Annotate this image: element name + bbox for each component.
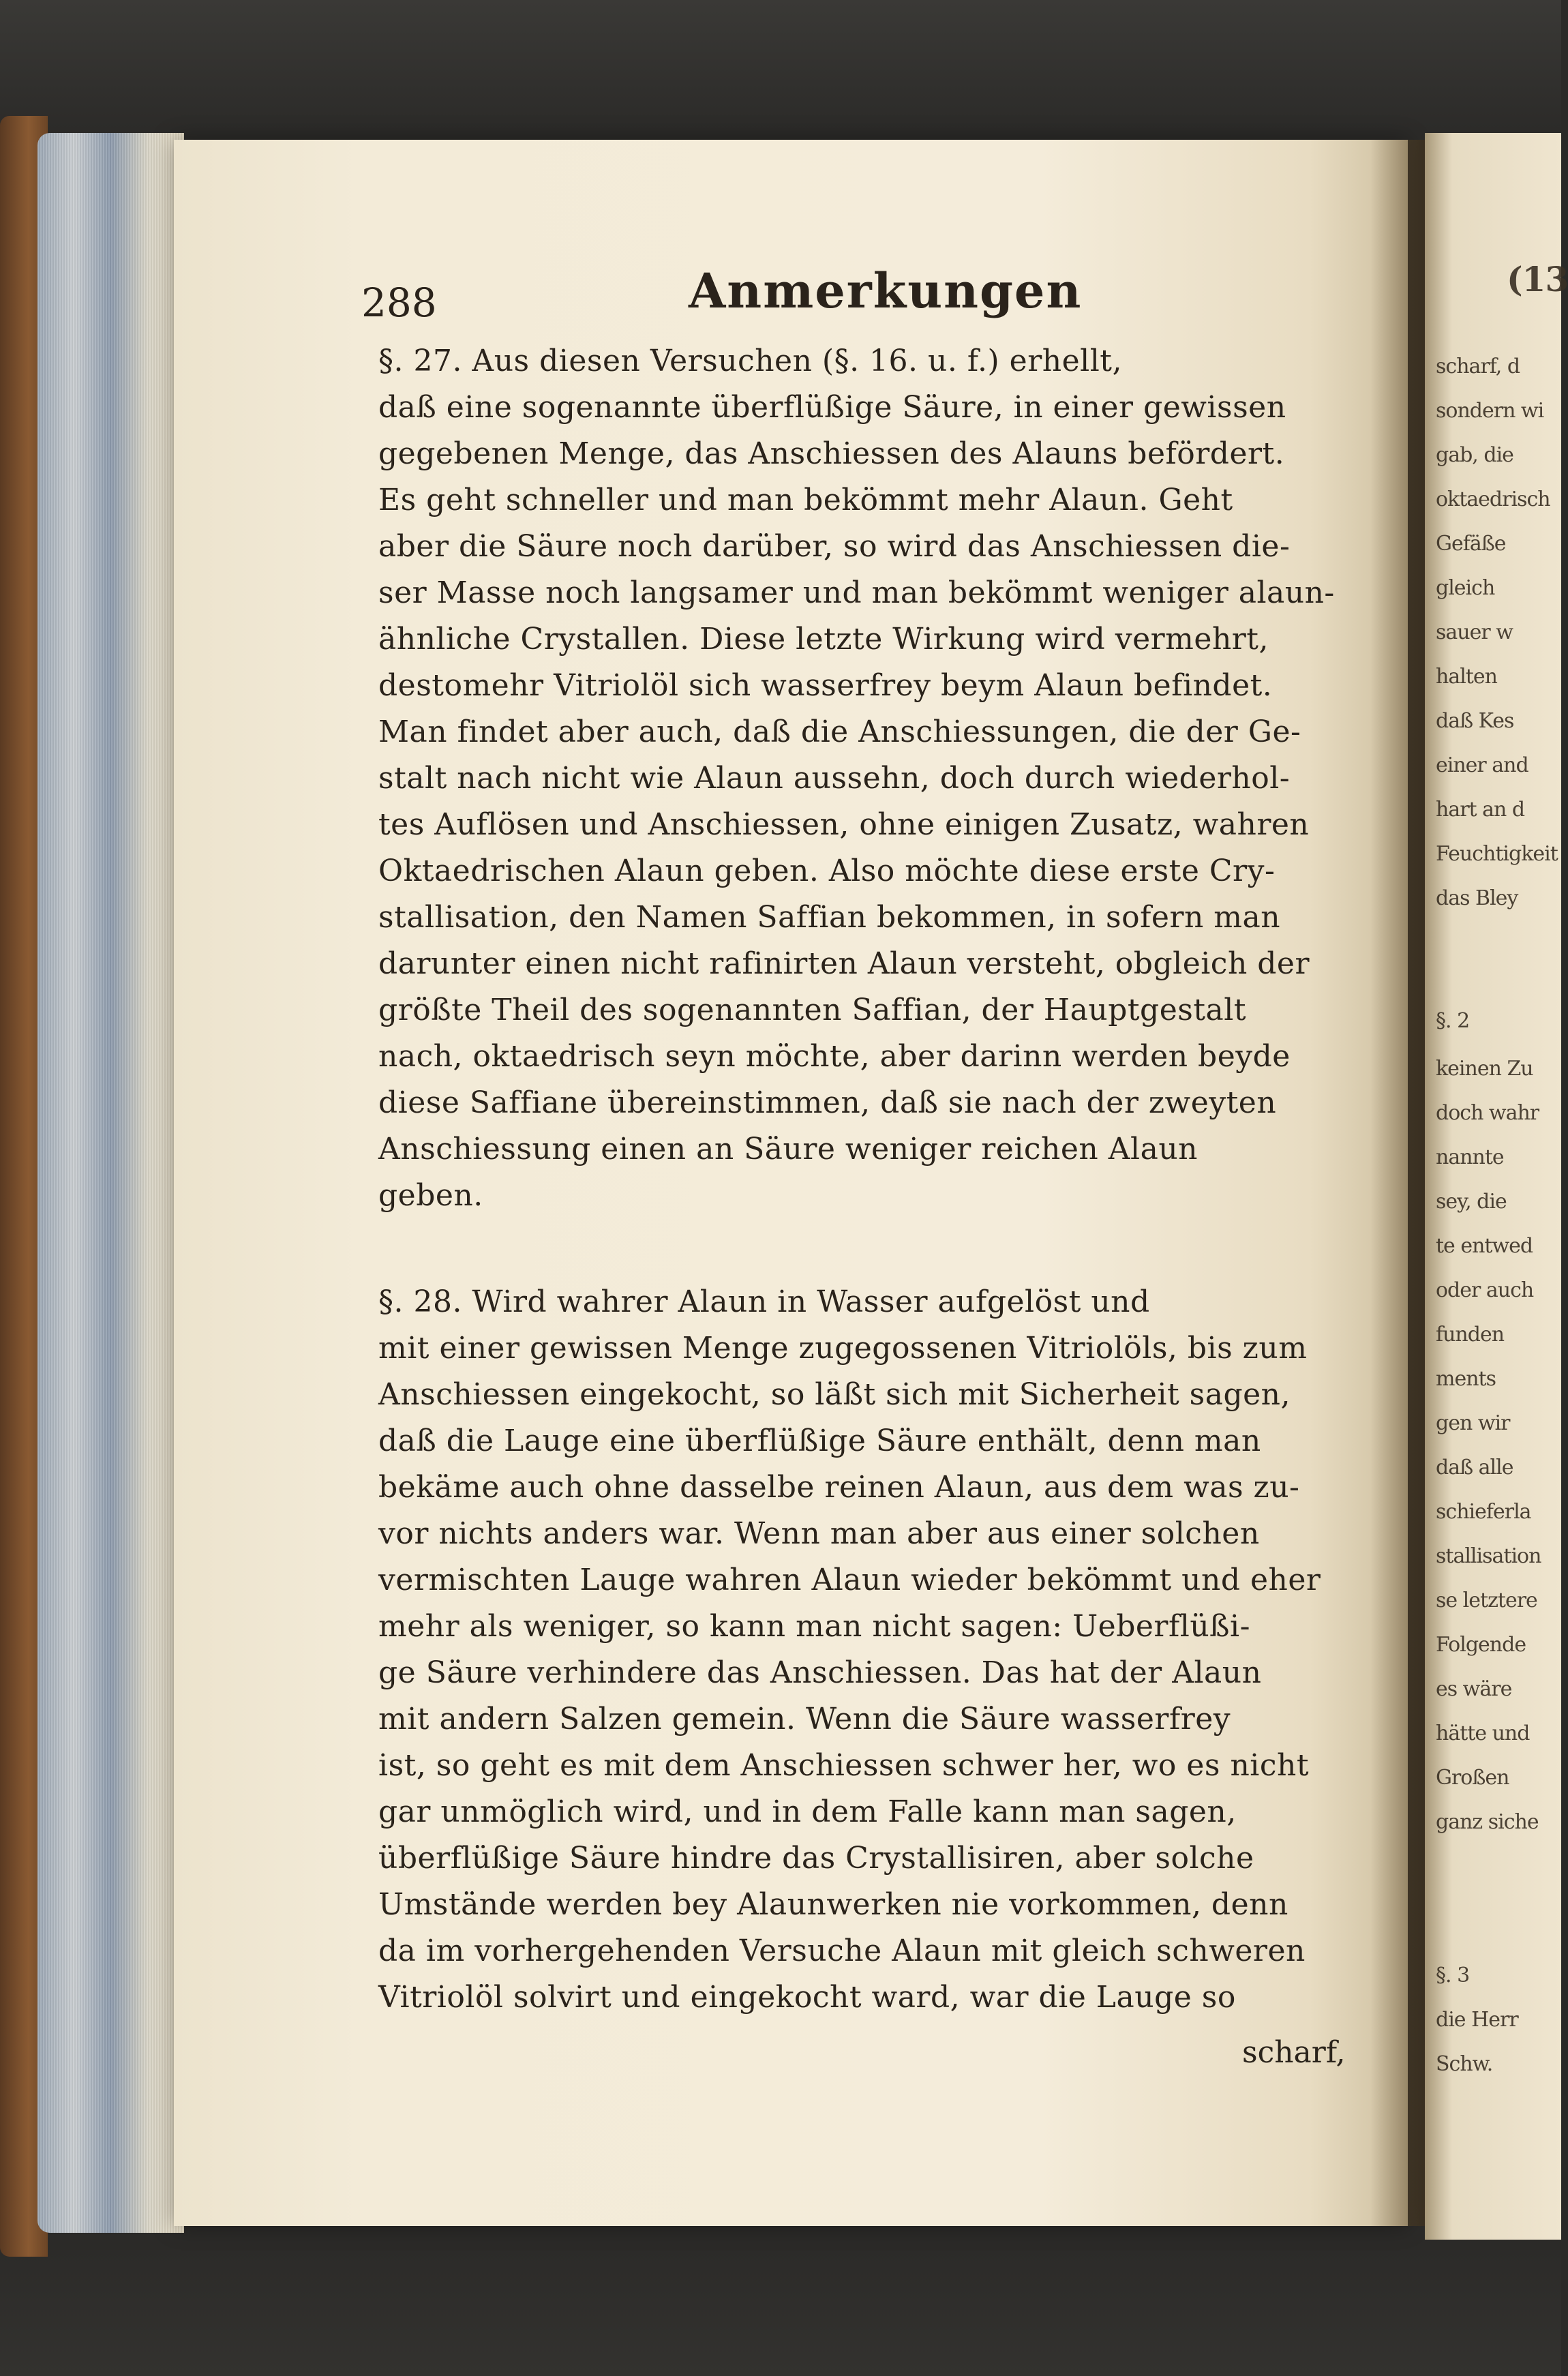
neighbor-line: stallisation [1436,1544,1541,1568]
text-line: stalt nach nicht wie Alaun aussehn, doch durch wiederhol- [378,761,1291,796]
neighbor-line: §. 3 [1436,1964,1470,1987]
neighbor-line: doch wahr [1436,1101,1539,1125]
text-line: §. 27. Aus diesen Versuchen (§. 16. u. f.) erhellt, [378,344,1122,378]
neighbor-line: es wäre [1436,1677,1512,1701]
catchword: scharf, [1242,2035,1346,2070]
page-number: 288 [361,280,437,326]
backdrop-top [0,0,1561,130]
text-line: überflüßige Säure hindre das Crystallisiren, aber solche [378,1841,1254,1876]
gutter-shadow [1370,140,1432,2226]
text-line: Vitriolöl solvirt und eingekocht ward, war die Lauge so [378,1980,1236,2015]
text-line: gar unmöglich wird, und in dem Falle kann man sagen, [378,1794,1237,1829]
neighbor-line: gab, die [1436,443,1513,467]
neighbor-line: daß alle [1436,1456,1513,1479]
text-line: aber die Säure noch darüber, so wird das Anschiessen die- [378,529,1291,564]
neighbor-line: oder auch [1436,1278,1534,1302]
neighbor-line: hart an d [1436,798,1525,822]
neighbor-line: ments [1436,1367,1496,1391]
neighbor-line: §. 2 [1436,1009,1470,1033]
text-line: gegebenen Menge, das Anschiessen des Alauns befördert. [378,436,1285,471]
text-line: daß eine sogenannte überflüßige Säure, in einer gewissen [378,390,1286,425]
neighbor-line: sondern wi [1436,399,1544,423]
neighbor-line: gen wir [1436,1411,1510,1435]
text-line: darunter einen nicht rafinirten Alaun versteht, obgleich der [378,946,1310,981]
neighbor-line: ganz siche [1436,1810,1539,1834]
neighbor-line: Gefäße [1436,532,1506,556]
text-line: mehr als weniger, so kann man nicht sagen: Ueberflüßi- [378,1609,1250,1644]
text-line: mit andern Salzen gemein. Wenn die Säure wasserfrey [378,1702,1231,1736]
neighbor-line: te entwed [1436,1234,1533,1258]
neighbor-line: gleich [1436,576,1495,600]
text-line: größte Theil des sogenannten Saffian, der Hauptgestalt [378,993,1247,1027]
neighbor-line: Feuchtigkeit [1436,842,1558,866]
text-line: destomehr Vitriolöl sich wasserfrey beym Alaun befindet. [378,668,1273,703]
text-line: bekäme auch ohne dasselbe reinen Alaun, aus dem was zu- [378,1470,1300,1505]
text-line: ser Masse noch langsamer und man bekömmt weniger alaun- [378,575,1335,610]
text-line: nach, oktaedrisch seyn möchte, aber darinn werden beyde [378,1039,1291,1074]
text-line: vor nichts anders war. Wenn man aber aus einer solchen [378,1516,1260,1551]
neighbor-line: se letztere [1436,1589,1537,1612]
text-line: ähnliche Crystallen. Diese letzte Wirkung wird vermehrt, [378,622,1269,657]
neighbor-line: sauer w [1436,620,1513,644]
text-line: da im vorhergehenden Versuche Alaun mit gleich schweren [378,1934,1306,1968]
text-line: stallisation, den Namen Saffian bekommen, in sofern man [378,900,1281,935]
text-line: Es geht schneller und man bekömmt mehr Alaun. Geht [378,483,1233,517]
text-line: vermischten Lauge wahren Alaun wieder bekömmt und eher [378,1563,1321,1597]
neighbor-line: einer and [1436,753,1528,777]
text-line: daß die Lauge eine überflüßige Säure enthält, denn man [378,1424,1261,1458]
text-line: mit einer gewissen Menge zugegossenen Vitriolöls, bis zum [378,1331,1308,1366]
neighbor-line: scharf, d [1436,355,1520,378]
text-line: tes Auflösen und Anschiessen, ohne einigen Zusatz, wahren [378,807,1310,842]
text-line: Oktaedrischen Alaun geben. Also möchte diese erste Cry- [378,854,1276,888]
text-line: diese Saffiane übereinstimmen, daß sie nach der zweyten [378,1085,1277,1120]
text-line: Man findet aber auch, daß die Anschiessungen, die der Ge- [378,715,1301,749]
backdrop-bottom [0,2250,1561,2376]
neighbor-line: sey, die [1436,1190,1507,1214]
neighbor-line: das Bley [1436,886,1518,910]
neighbor-line: Schw. [1436,2052,1493,2076]
neighbor-line: die Herr [1436,2008,1518,2032]
text-line: Umstände werden bey Alaunwerken nie vorkommen, denn [378,1887,1288,1922]
neighbor-line: nannte [1436,1145,1504,1169]
text-line: §. 28. Wird wahrer Alaun in Wasser aufgelöst und [378,1284,1150,1319]
text-line: Anschiessen eingekocht, so läßt sich mit Sicherheit sagen, [378,1377,1291,1412]
neighbor-line: funden [1436,1323,1505,1347]
neighbor-line: hätte und [1436,1721,1530,1745]
neighbor-line: schieferla [1436,1500,1531,1524]
neighbor-line: Folgende [1436,1633,1526,1657]
neighbor-line: keinen Zu [1436,1057,1533,1081]
neighbor-head: (13 [1507,259,1568,299]
neighbor-line: daß Kes [1436,709,1514,733]
text-line: ist, so geht es mit dem Anschiessen schwer her, wo es nicht [378,1748,1310,1783]
text-line: Anschiessung einen an Säure weniger reichen Alaun [378,1132,1198,1167]
text-line: geben. [378,1178,483,1213]
text-line: ge Säure verhindere das Anschiessen. Das hat der Alaun [378,1655,1262,1690]
neighbor-line: oktaedrisch [1436,487,1550,511]
neighbor-line: halten [1436,665,1497,689]
neighbor-line: Großen [1436,1766,1509,1790]
running-head: Anmerkungen [689,262,1083,319]
page-fore-edge [37,133,184,2233]
